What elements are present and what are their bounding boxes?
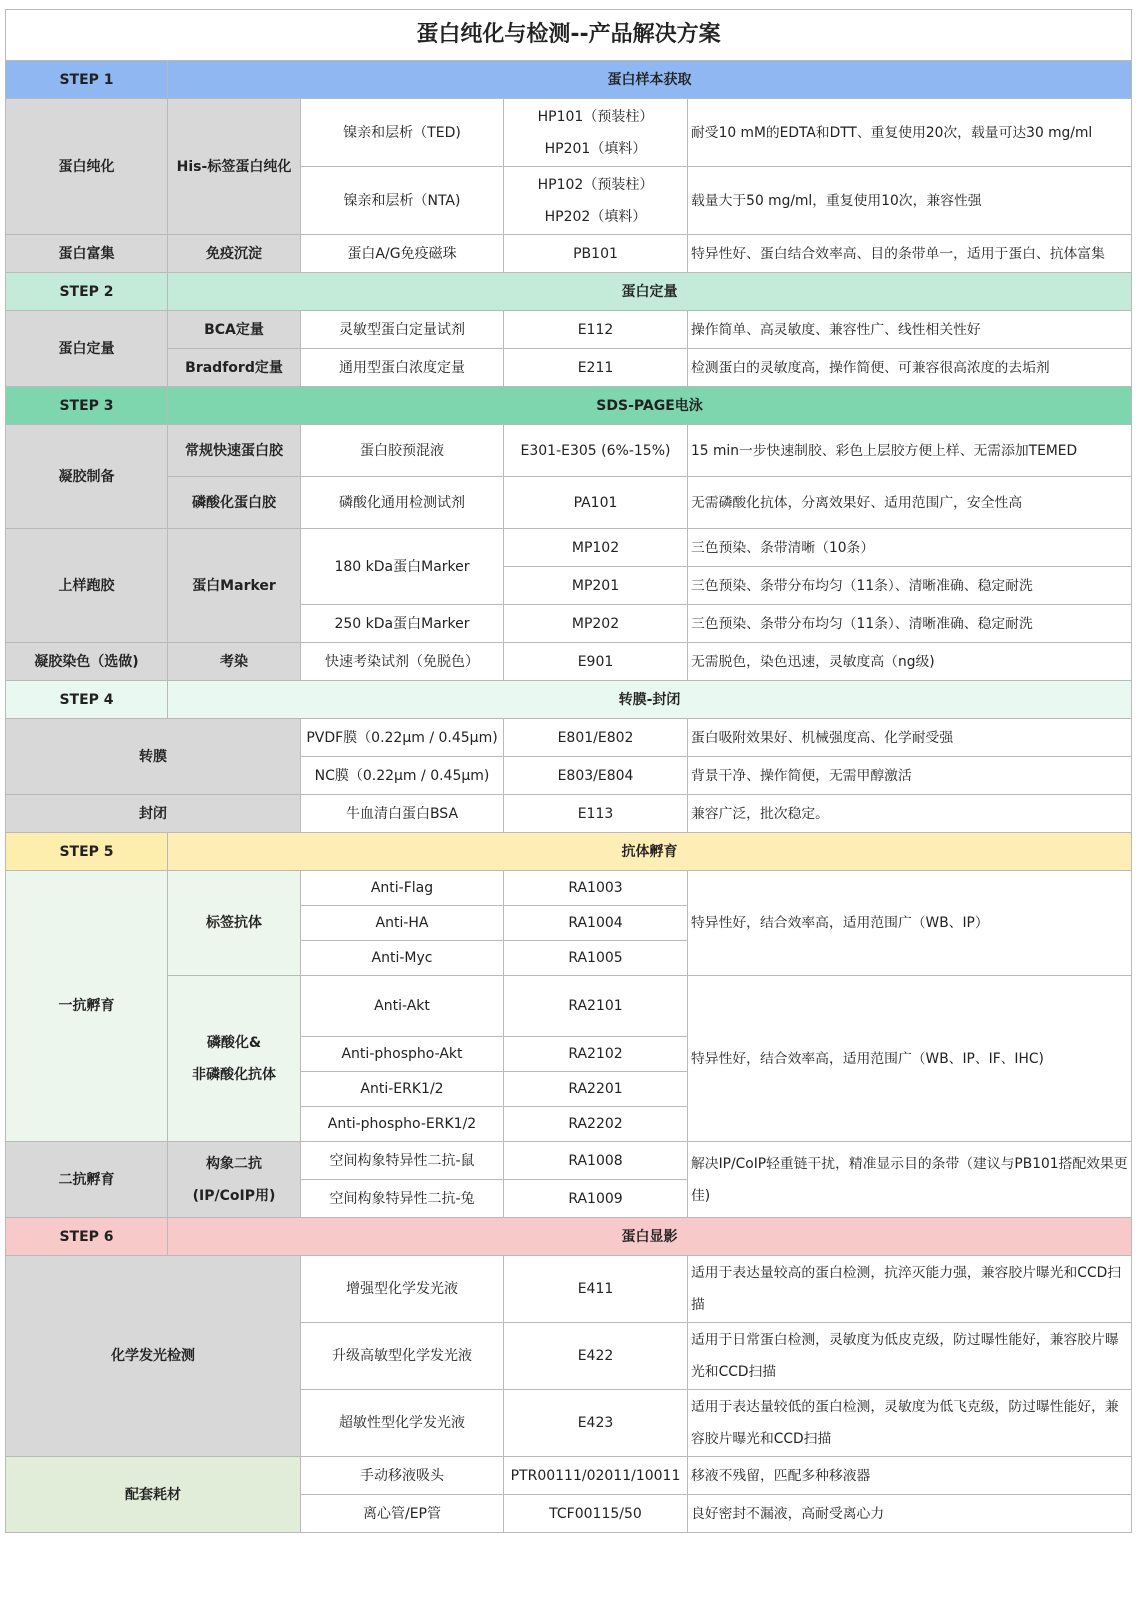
product-code: E422 [504, 1323, 688, 1390]
product-description: 耐受10 mM的EDTA和DTT、重复使用20次，载量可达30 mg/ml [688, 99, 1132, 167]
step-1-name: 蛋白样本获取 [168, 61, 1132, 99]
product-name: 磷酸化通用检测试剂 [301, 477, 504, 529]
product-code: E901 [504, 643, 688, 681]
product-code: RA1009 [504, 1180, 688, 1218]
product-code: TCF00115/50 [504, 1495, 688, 1533]
product-code: E803/E804 [504, 757, 688, 795]
product-name: 快速考染试剂（免脱色） [301, 643, 504, 681]
product-description: 无需脱色，染色迅速，灵敏度高（ng级) [688, 643, 1132, 681]
product-description: 特异性好，结合效率高，适用范围广（WB、IP） [688, 871, 1132, 976]
step-3-name: SDS-PAGE电泳 [168, 387, 1132, 425]
category-chemiluminescence: 化学发光检测 [6, 1256, 301, 1457]
product-name: 蛋白A/G免疫磁珠 [301, 235, 504, 273]
product-description: 三色预染、条带分布均匀（11条）、清晰准确、稳定耐洗 [688, 567, 1132, 605]
product-description: 移液不残留，匹配多种移液器 [688, 1457, 1132, 1495]
product-code: PB101 [504, 235, 688, 273]
product-name: Anti-ERK1/2 [301, 1072, 504, 1107]
product-description: 15 min一步快速制胶、彩色上层胶方便上样、无需添加TEMED [688, 425, 1132, 477]
solution-table [5, 9, 1132, 1533]
product-description: 解决IP/CoIP轻重链干扰，精准显示目的条带（建议与PB101搭配效果更佳) [688, 1142, 1132, 1218]
product-name: NC膜（0.22μm / 0.45μm) [301, 757, 504, 795]
product-code: E112 [504, 311, 688, 349]
product-code: E423 [504, 1390, 688, 1457]
category-protein-enrichment: 蛋白富集 [6, 235, 168, 273]
subcategory-protein-marker: 蛋白Marker [168, 529, 301, 643]
product-name: Anti-Myc [301, 941, 504, 976]
product-name: PVDF膜（0.22μm / 0.45μm) [301, 719, 504, 757]
subcategory-phospho-gel: 磷酸化蛋白胶 [168, 477, 301, 529]
subcategory-bca: BCA定量 [168, 311, 301, 349]
product-description: 载量大于50 mg/ml，重复使用10次，兼容性强 [688, 167, 1132, 235]
step-5-label: STEP 5 [6, 833, 168, 871]
product-name: Anti-HA [301, 906, 504, 941]
product-name: 空间构象特异性二抗-兔 [301, 1180, 504, 1218]
product-name: Anti-phospho-Akt [301, 1037, 504, 1072]
product-code: E113 [504, 795, 688, 833]
category-sample-loading: 上样跑胶 [6, 529, 168, 643]
category-consumables: 配套耗材 [6, 1457, 301, 1533]
product-name: 手动移液吸头 [301, 1457, 504, 1495]
category-blocking: 封闭 [6, 795, 301, 833]
product-name: 增强型化学发光液 [301, 1256, 504, 1323]
product-name: 空间构象特异性二抗-鼠 [301, 1142, 504, 1180]
product-name: 通用型蛋白浓度定量 [301, 349, 504, 387]
subcategory-tag-antibody: 标签抗体 [168, 871, 301, 976]
product-code: PA101 [504, 477, 688, 529]
product-code: E411 [504, 1256, 688, 1323]
product-solution-sheet [5, 9, 1131, 1533]
step-2-label: STEP 2 [6, 273, 168, 311]
step-6-label: STEP 6 [6, 1218, 168, 1256]
product-code: MP202 [504, 605, 688, 643]
product-description: 兼容广泛，批次稳定。 [688, 795, 1132, 833]
product-name: Anti-Akt [301, 976, 504, 1037]
product-code: HP101（预装柱） HP201（填料） [504, 99, 688, 167]
product-code: RA1003 [504, 871, 688, 906]
category-gel-preparation: 凝胶制备 [6, 425, 168, 529]
step-3-label: STEP 3 [6, 387, 168, 425]
product-description: 背景干净、操作简便，无需甲醇激活 [688, 757, 1132, 795]
product-code: RA1008 [504, 1142, 688, 1180]
product-description: 适用于表达量较低的蛋白检测，灵敏度为低飞克级，防过曝性能好，兼容胶片曝光和CCD扫描 [688, 1390, 1132, 1457]
step-6-name: 蛋白显影 [168, 1218, 1132, 1256]
step-4-label: STEP 4 [6, 681, 168, 719]
subcategory-bradford: Bradford定量 [168, 349, 301, 387]
product-name: 蛋白胶预混液 [301, 425, 504, 477]
product-name: 牛血清白蛋白BSA [301, 795, 504, 833]
product-code: RA2101 [504, 976, 688, 1037]
product-description: 无需磷酸化抗体，分离效果好、适用范围广，安全性高 [688, 477, 1132, 529]
product-description: 适用于表达量较高的蛋白检测，抗淬灭能力强，兼容胶片曝光和CCD扫描 [688, 1256, 1132, 1323]
category-protein-quantification: 蛋白定量 [6, 311, 168, 387]
product-name: 升级高敏型化学发光液 [301, 1323, 504, 1390]
product-code: MP102 [504, 529, 688, 567]
product-description: 检测蛋白的灵敏度高，操作简便、可兼容很高浓度的去垢剂 [688, 349, 1132, 387]
product-name: 超敏性型化学发光液 [301, 1390, 504, 1457]
product-name: 镍亲和层析（NTA) [301, 167, 504, 235]
category-primary-antibody: 一抗孵育 [6, 871, 168, 1142]
product-description: 适用于日常蛋白检测，灵敏度为低皮克级，防过曝性能好，兼容胶片曝光和CCD扫描 [688, 1323, 1132, 1390]
product-description: 特异性好，结合效率高，适用范围广（WB、IP、IF、IHC) [688, 976, 1132, 1142]
product-description: 三色预染、条带清晰（10条） [688, 529, 1132, 567]
product-code: HP102（预装柱） HP202（填料） [504, 167, 688, 235]
product-description: 良好密封不漏液，高耐受离心力 [688, 1495, 1132, 1533]
product-code: RA1004 [504, 906, 688, 941]
product-name: Anti-Flag [301, 871, 504, 906]
product-description: 操作简单、高灵敏度、兼容性广、线性相关性好 [688, 311, 1132, 349]
category-protein-purification: 蛋白纯化 [6, 99, 168, 235]
product-description: 蛋白吸附效果好、机械强度高、化学耐受强 [688, 719, 1132, 757]
product-name: 250 kDa蛋白Marker [301, 605, 504, 643]
product-description: 三色预染、条带分布均匀（11条）、清晰准确、稳定耐洗 [688, 605, 1132, 643]
product-code: RA2102 [504, 1037, 688, 1072]
subcategory-phospho-antibody: 磷酸化& 非磷酸化抗体 [168, 976, 301, 1142]
product-code: RA2202 [504, 1107, 688, 1142]
product-name: 灵敏型蛋白定量试剂 [301, 311, 504, 349]
product-code: RA2201 [504, 1072, 688, 1107]
step-2-name: 蛋白定量 [168, 273, 1132, 311]
category-gel-staining: 凝胶染色（选做) [6, 643, 168, 681]
product-name: 离心管/EP管 [301, 1495, 504, 1533]
product-code: E211 [504, 349, 688, 387]
product-code: RA1005 [504, 941, 688, 976]
subcategory-coomassie: 考染 [168, 643, 301, 681]
page-title: 蛋白纯化与检测--产品解决方案 [6, 10, 1132, 61]
step-1-label: STEP 1 [6, 61, 168, 99]
product-description: 特异性好、蛋白结合效率高、目的条带单一，适用于蛋白、抗体富集 [688, 235, 1132, 273]
step-5-name: 抗体孵育 [168, 833, 1132, 871]
product-name: Anti-phospho-ERK1/2 [301, 1107, 504, 1142]
subcategory-his-tag: His-标签蛋白纯化 [168, 99, 301, 235]
product-code: E301-E305 (6%-15%) [504, 425, 688, 477]
subcategory-fast-gel: 常规快速蛋白胶 [168, 425, 301, 477]
product-name: 180 kDa蛋白Marker [301, 529, 504, 605]
step-4-name: 转膜-封闭 [168, 681, 1132, 719]
category-membrane-transfer: 转膜 [6, 719, 301, 795]
subcategory-conformation-antibody: 构象二抗 (IP/CoIP用) [168, 1142, 301, 1218]
product-code: MP201 [504, 567, 688, 605]
product-name: 镍亲和层析（TED) [301, 99, 504, 167]
product-code: E801/E802 [504, 719, 688, 757]
subcategory-immunoprecipitation: 免疫沉淀 [168, 235, 301, 273]
category-secondary-antibody: 二抗孵育 [6, 1142, 168, 1218]
product-code: PTR00111/02011/10011 [504, 1457, 688, 1495]
